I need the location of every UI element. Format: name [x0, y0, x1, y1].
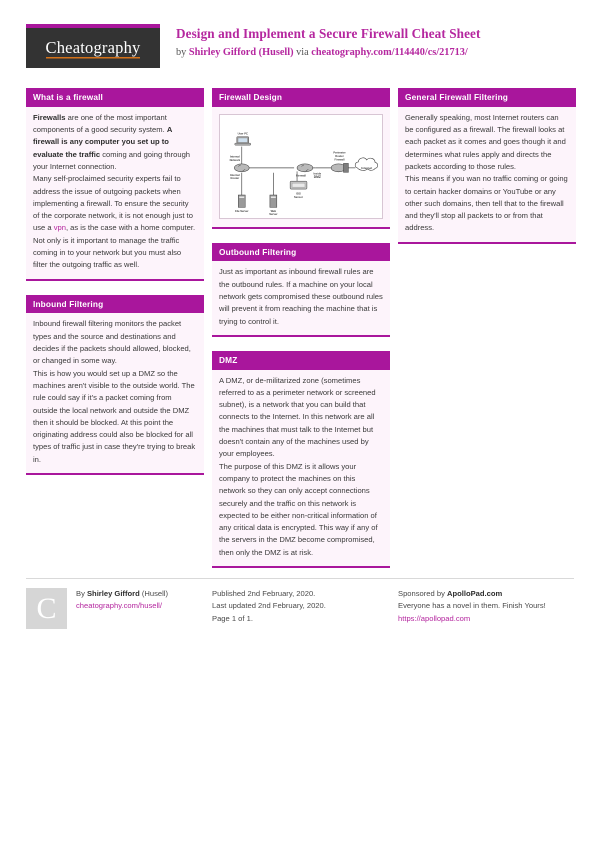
byline [176, 46, 481, 59]
card-title-inbound-filtering: Inbound Filtering [26, 295, 204, 314]
text: , as is the case with a home computer. Not only is it important to manage the traffic coming in to your network but you must also filter the outgoing traffic as well. [33, 223, 196, 270]
svg-text:Router: Router [335, 154, 344, 158]
svg-text:Internet: Internet [361, 165, 373, 170]
card-inbound-filtering [26, 295, 204, 475]
user-pc-icon [235, 137, 251, 145]
card-title-firewall-design: Firewall Design [212, 88, 390, 107]
author-suffix: (Husell) [139, 589, 169, 598]
card-title-what-is-a-firewall: What is a firewall [26, 88, 204, 107]
updated-date: Last updated 2nd February, 2020. [212, 601, 326, 611]
card-title-dmz: DMZ [212, 351, 390, 370]
sponsor-line [398, 588, 576, 600]
emphasis-firewalls: Firewalls [33, 112, 66, 122]
column-middle [212, 88, 390, 582]
svg-text:File Server: File Server [234, 209, 249, 213]
text: coming and going through your Internet connection. [33, 149, 191, 171]
column-left [26, 88, 204, 489]
byline-author: Shirley Gifford (Husell) [188, 46, 294, 58]
footer-sponsor-block [398, 588, 576, 629]
column-right [398, 88, 576, 258]
web-server-icon [270, 195, 277, 207]
svg-text:Internal: Internal [230, 155, 240, 159]
card-body-dmz [212, 370, 390, 566]
card-body-what-is-a-firewall [26, 107, 204, 279]
byline-prefix: by [176, 46, 189, 58]
author-line [76, 588, 168, 600]
text: are one of the most important components of a good security system. [33, 112, 167, 135]
sponsor-name[interactable]: ApolloPad.com [446, 589, 503, 598]
page-header [26, 24, 574, 74]
byline-source-link[interactable]: cheatography.com/114440/cs/21713/ [311, 46, 468, 58]
author-profile-link[interactable]: cheatography.com/husell/ [76, 601, 162, 611]
card-body-outbound-filtering [212, 261, 390, 334]
svg-text:IDS: IDS [296, 192, 301, 196]
svg-text:Firewall: Firewall [296, 174, 306, 178]
text: Many self-proclaimed security experts fail to address the issue of outgoing packets when implementing a firewall. To ensure the security of the corporate network, it is not enough just to use a [33, 174, 193, 233]
svg-text:Perimeter: Perimeter [333, 151, 346, 155]
sponsor-tagline: Everyone has a novel in them. Finish Yours! [398, 601, 546, 611]
card-dmz [212, 351, 390, 568]
emphasis-definition: A firewall is any computer you set up to evaluate the traffic [33, 125, 173, 159]
cheatography-logo[interactable] [26, 24, 160, 68]
paragraph: The purpose of this DMZ is it allows your company to protect the machines on this network so they can only accept connections securely and the traffic on this network is expected to be either non-critical information of any critical data is encrypted. This way if any of the servers in the DMZ become compromised, then only the DMZ is at risk. [219, 461, 378, 557]
svg-text:Web: Web [270, 209, 277, 213]
internal-router-icon [234, 164, 249, 172]
footer-publish-block [212, 588, 390, 629]
logo-text: Cheatography [45, 37, 141, 57]
byline-via: via [293, 46, 312, 58]
page-title: Design and Implement a Secure Firewall Cheat Sheet [176, 26, 481, 41]
svg-text:Network: Network [229, 158, 241, 162]
svg-text:DMZ: DMZ [313, 175, 321, 180]
page-number: Page 1 of 1. [212, 613, 253, 623]
paragraph: A DMZ, or de-militarized zone (sometimes referred to as a perimeter network or screened subnet), is a network that you can build that connects to the Internet. In this network are all the machines that must talk to the Internet but doesn't contain any of the machines used by your employees. [219, 375, 376, 459]
card-what-is-a-firewall [26, 88, 204, 281]
svg-text:Sensor: Sensor [294, 195, 304, 199]
paragraph: Just as important as inbound firewall rules are the outbound rules. If a machine on your local network gets compromised these outbound rules will prevent it from reaching the machine that is trying to control it. [219, 267, 383, 326]
published-date: Published 2nd February, 2020. [212, 589, 316, 598]
author-name: Shirley Gifford [86, 589, 140, 598]
svg-text:Firewall: Firewall [334, 158, 345, 162]
paragraph: Inbound firewall filtering monitors the packet types and the source and destinations and decides if the packets should allowed, blocked, or changed in some way. [33, 319, 191, 366]
svg-text:Internal: Internal [230, 173, 240, 177]
ids-sensor-icon [290, 181, 307, 189]
avatar: C [26, 588, 67, 629]
content-columns [26, 88, 574, 582]
firewall-router-icon [297, 164, 313, 172]
sponsor-link[interactable]: https://apollopad.com [398, 613, 471, 623]
footer-author-block [26, 588, 204, 629]
card-body-general-firewall-filtering [398, 107, 576, 242]
title-block [176, 24, 481, 59]
card-general-firewall-filtering [398, 88, 576, 244]
card-outbound-filtering [212, 243, 390, 337]
card-firewall-design [212, 88, 390, 229]
sponsor-prefix: Sponsored by [398, 589, 447, 598]
perimeter-router-firewall-icon [331, 163, 348, 172]
card-body-firewall-design [212, 107, 390, 227]
network-diagram-image [219, 114, 383, 219]
card-title-general-firewall-filtering: General Firewall Filtering [398, 88, 576, 107]
paragraph: Generally speaking, most Internet routers can be configured as a firewall. The firewall looks at each packet as it comes and goes though it and determines what rules apply and directs the packets according to those rules. [405, 112, 566, 171]
paragraph: This means if you wan no traffic coming or going to certain hacker domains or YouTube or any other such domains, then tell that to the firewall and they'll stop all packets to or from that address. [405, 174, 568, 233]
svg-text:Router: Router [230, 176, 240, 180]
by-prefix: By [76, 589, 87, 598]
paragraph [33, 112, 197, 173]
author-details [76, 588, 168, 613]
paragraph: This is how you would set up a DMZ so the machines aren't visible to the outside world. The rule could say if it's a packet coming from outside the local network and outside the DMZ then it should be blocked. At this point the originating address could also be blocked for all types of traffic just in case they're trying to break in. [33, 368, 196, 464]
card-title-outbound-filtering: Outbound Filtering [212, 243, 390, 262]
svg-text:Inside: Inside [313, 172, 322, 176]
label-user-pc: User PC [237, 132, 248, 136]
firewall-design-svg [222, 117, 380, 216]
page-footer [26, 578, 574, 629]
card-body-inbound-filtering [26, 313, 204, 473]
keyword-vpn[interactable]: vpn [53, 223, 66, 233]
file-server-icon [238, 195, 245, 207]
paragraph [33, 173, 197, 271]
svg-text:Server: Server [269, 212, 278, 216]
